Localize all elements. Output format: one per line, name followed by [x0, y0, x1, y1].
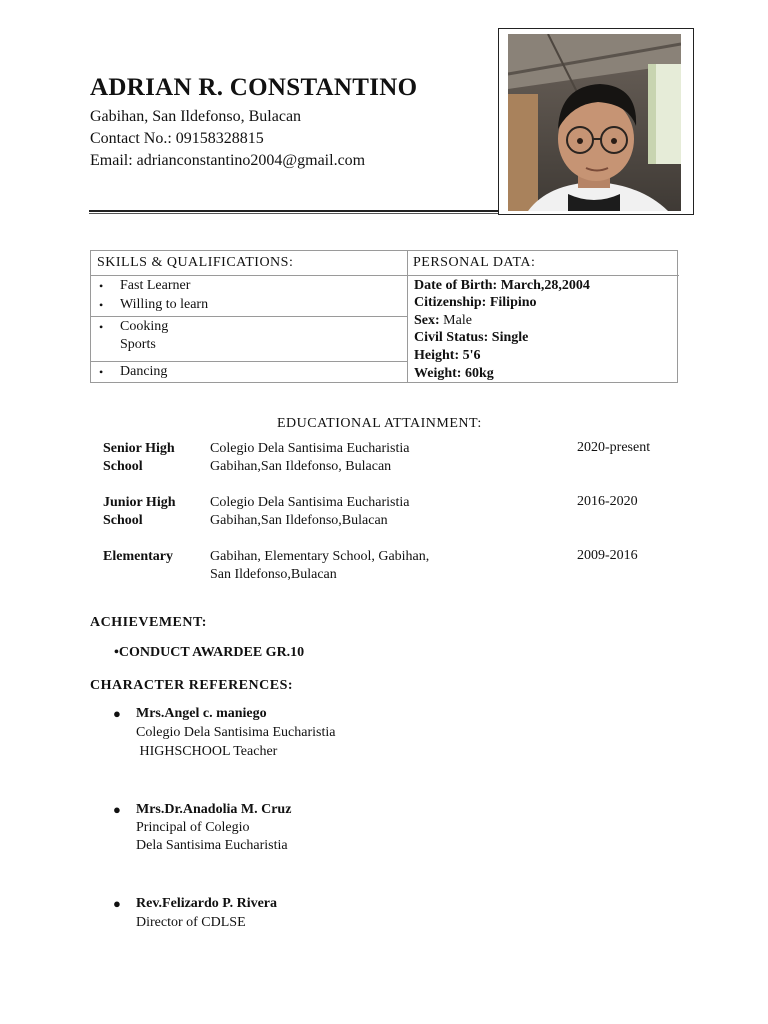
civil-label: Civil Status:	[414, 330, 492, 345]
achievement-item	[114, 645, 304, 661]
bullet: ●	[113, 896, 121, 911]
reference-detail: HIGHSCHOOL Teacher	[136, 744, 278, 759]
education-level: Elementary	[103, 549, 173, 564]
reference-detail: Director of CDLSE	[136, 915, 246, 930]
reference-name: Mrs.Angel c. maniego	[136, 706, 267, 721]
skills-personal-table	[90, 250, 678, 383]
weight	[414, 366, 494, 382]
contact-number: Contact No.: 09158328815	[90, 130, 264, 147]
sex	[414, 313, 472, 329]
reference-detail: Principal of Colegio	[136, 820, 250, 835]
education-years: 2016-2020	[577, 494, 638, 509]
achievement-heading: ACHIEVEMENT:	[90, 615, 207, 630]
date-of-birth	[414, 278, 590, 294]
weight-value: 60kg	[464, 366, 494, 381]
address: Gabihan, San Ildefonso, Bulacan	[90, 108, 302, 125]
citizenship-value: Filipino	[489, 295, 537, 310]
height-value: 5'6	[462, 348, 481, 363]
dob-value: March,28,2004	[500, 278, 590, 293]
profile-photo	[508, 34, 681, 211]
civil-value: Single	[491, 330, 529, 345]
school-name: Gabihan, Elementary School, Gabihan,	[210, 549, 430, 564]
bullet: •	[99, 320, 104, 334]
dob-label: Date of Birth:	[414, 278, 501, 293]
achievement-text: CONDUCT AWARDEE GR.10	[118, 645, 305, 660]
education-level: Senior High School	[103, 441, 175, 474]
education-school	[210, 494, 409, 530]
school-address: Gabihan,San Ildefonso, Bulacan	[210, 459, 392, 474]
reference-name: Mrs.Dr.Anadolia M. Cruz	[136, 802, 292, 817]
table-header-divider	[91, 275, 679, 276]
skills-row-divider	[91, 361, 407, 362]
bullet: •	[114, 645, 119, 660]
civil-status	[414, 330, 528, 346]
school-name: Colegio Dela Santisima Eucharistia	[210, 495, 410, 510]
sex-value: Male	[443, 313, 472, 328]
citizenship	[414, 295, 537, 311]
reference-name: Rev.Felizardo P. Rivera	[136, 896, 278, 911]
reference-detail: Colegio Dela Santisima Eucharistia	[136, 725, 336, 740]
reference-detail: Dela Santisima Eucharistia	[136, 838, 288, 853]
skill-item: Cooking	[120, 319, 169, 334]
skill-item: Sports	[120, 337, 156, 352]
skill-item: Willing to learn	[120, 297, 209, 312]
personal-heading: PERSONAL DATA:	[413, 255, 536, 270]
skills-row-divider	[91, 316, 407, 317]
skill-item: Dancing	[120, 364, 168, 379]
citizenship-label: Citizenship:	[414, 295, 490, 310]
height	[414, 348, 481, 364]
bullet: •	[99, 279, 104, 293]
references-heading: CHARACTER REFERENCES:	[90, 678, 294, 693]
weight-label: Weight:	[414, 366, 465, 381]
email: Email: adrianconstantino2004@gmail.com	[90, 152, 366, 169]
bullet: ●	[113, 802, 121, 817]
school-name: Colegio Dela Santisima Eucharistia	[210, 441, 410, 456]
school-address: San Ildefonso,Bulacan	[210, 567, 337, 582]
applicant-name: ADRIAN R. CONSTANTINO	[90, 74, 418, 101]
skills-heading: SKILLS & QUALIFICATIONS:	[97, 255, 294, 270]
bullet: •	[99, 365, 104, 379]
education-heading: EDUCATIONAL ATTAINMENT:	[277, 416, 482, 431]
education-years: 2020-present	[577, 440, 651, 455]
education-level: Junior High School	[103, 495, 176, 528]
height-label: Height:	[414, 348, 463, 363]
bullet: ●	[113, 706, 121, 721]
education-school	[210, 548, 429, 584]
education-years: 2009-2016	[577, 548, 638, 563]
school-address: Gabihan,San Ildefonso,Bulacan	[210, 513, 388, 528]
sex-label: Sex:	[414, 313, 444, 328]
education-school	[210, 440, 409, 476]
table-column-divider	[407, 251, 408, 382]
bullet: •	[99, 298, 104, 312]
skill-item: Fast Learner	[120, 278, 191, 293]
